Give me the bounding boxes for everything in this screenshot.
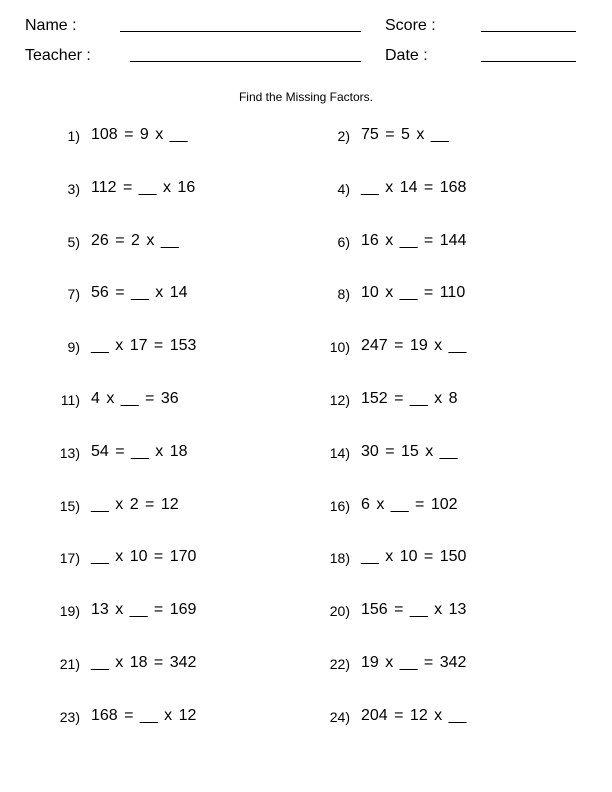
problem-number: 16) xyxy=(329,497,350,514)
problem-number: 3) xyxy=(67,180,80,197)
score-field[interactable] xyxy=(481,31,576,32)
problem-equation: 26 = 2 x __ xyxy=(91,231,179,249)
problem-number: 15) xyxy=(59,497,80,514)
problem-number: 7) xyxy=(67,286,80,303)
problem-equation: 10 x __ = 110 xyxy=(361,284,466,302)
problem-number: 2) xyxy=(337,128,350,144)
problem-equation: 152 = __ x 8 xyxy=(361,390,458,407)
problem-equation: __ x 10 = 150 xyxy=(361,548,467,566)
problem-equation: 30 = 15 x __ xyxy=(361,442,458,460)
problem-equation: 16 x __ = 144 xyxy=(361,231,467,249)
problem-equation: 6 x __ = 102 xyxy=(361,495,458,513)
problem-number: 24) xyxy=(329,708,350,725)
problem-number: 8) xyxy=(337,286,350,303)
problem-number: 10) xyxy=(329,339,350,356)
problem-equation: __ x 10 = 170 xyxy=(91,548,197,566)
teacher-field[interactable] xyxy=(130,61,361,62)
problem-equation: 112 = __ x 16 xyxy=(91,178,196,196)
problem-equation: __ x 2 = 12 xyxy=(91,495,179,513)
problem-number: 19) xyxy=(59,603,80,620)
problem-equation: 4 x __ = 36 xyxy=(91,390,179,407)
problem-number: 18) xyxy=(329,550,350,567)
problem-equation: 56 = __ x 14 xyxy=(91,284,188,302)
problem-number: 13) xyxy=(59,444,80,461)
problem-equation: 19 x __ = 342 xyxy=(361,654,467,671)
problem-equation: 204 = 12 x __ xyxy=(361,706,467,724)
problem-equation: __ x 14 = 168 xyxy=(361,178,467,196)
problem-equation: 75 = 5 x __ xyxy=(361,126,449,143)
problem-number: 11) xyxy=(60,392,80,408)
problem-equation: 168 = __ x 12 xyxy=(91,706,197,724)
problem-number: 5) xyxy=(67,233,80,250)
problem-equation: 13 x __ = 169 xyxy=(91,601,197,619)
problem-equation: 108 = 9 x __ xyxy=(91,126,188,143)
problem-number: 1) xyxy=(67,128,80,144)
name-label: Name : xyxy=(25,17,77,34)
instructions: Find the Missing Factors. xyxy=(238,90,374,104)
problem-equation: __ x 18 = 342 xyxy=(91,654,197,671)
problem-number: 6) xyxy=(337,233,350,250)
problem-number: 21) xyxy=(59,656,80,672)
date-label: Date : xyxy=(385,47,428,64)
teacher-label: Teacher : xyxy=(25,47,91,64)
problem-equation: 156 = __ x 13 xyxy=(361,601,467,619)
date-field[interactable] xyxy=(481,61,576,62)
problem-number: 23) xyxy=(59,708,80,725)
problem-number: 20) xyxy=(329,603,350,620)
problem-equation: __ x 17 = 153 xyxy=(91,337,197,355)
problem-number: 9) xyxy=(67,339,80,356)
problem-number: 22) xyxy=(329,656,350,672)
problem-number: 12) xyxy=(329,392,350,408)
problem-equation: 54 = __ x 18 xyxy=(91,442,188,460)
problem-number: 4) xyxy=(337,180,350,197)
name-field[interactable] xyxy=(120,31,361,32)
problem-number: 17) xyxy=(59,550,80,567)
score-label: Score : xyxy=(385,17,436,34)
problem-equation: 247 = 19 x __ xyxy=(361,337,467,355)
problem-number: 14) xyxy=(329,444,350,461)
